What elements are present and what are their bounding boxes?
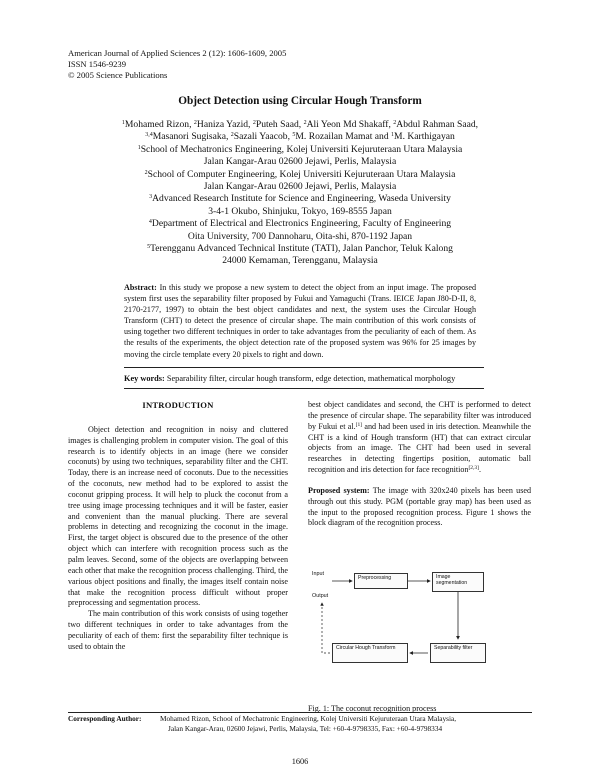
affiliation-1-address: Jalan Kangar-Arau 02600 Jejawi, Perlis, Malaysia [203,156,397,168]
author-name: Haniza Yazid, [196,119,253,130]
author-block [68,119,532,268]
journal-issn: ISSN 1546-9239 [68,59,127,69]
affiliation-text: School of Mechatronics Engineering, Kolej Universiti Kejuruteraan Utara Malaysia [140,143,463,155]
affiliation-2-address: Jalan Kangar-Arau 02600 Jejawi, Perlis, Malaysia [203,181,397,193]
affiliation-sup: 4 [148,219,152,226]
figure-1-diagram [310,561,528,697]
author-line-2 [68,131,532,143]
author-name: M. Karthigayan [394,131,455,143]
journal-header [68,48,286,81]
keywords [124,374,455,383]
affiliation-sup: 5 [147,244,151,251]
author-sup: 2 [393,120,397,126]
abstract-text: In this study we propose a new system to detect the object from an input image. The proposed system first uses the separability filter proposed by Fukui and Yamaguchi (Trans. IEICE Japan J80-D-II, 8, 2170-2177, 1997) to obtain the best object candidates and next, the system uses the Circular Hough Transform (CHT) to detect the presence of circular shape. The main contribution of this work consists of using together two different techniques in order to take advantages from the peculiarity of each of them. As the results of the experiments, the object detection rate of the proposed system was 96% for 25 images by moving the circle template every 20 pixels to right and down. [124,283,476,359]
author-sup: 5 [292,132,296,139]
cht-box: Circular Hough Transform [332,643,408,663]
abstract-divider [124,367,484,368]
intro-paragraph-3 [308,400,531,476]
introduction-heading: INTRODUCTION [142,400,214,410]
abstract [124,282,476,360]
affiliation-text: School of Computer Engineering, Kolej Universiti Kejuruteraan Utara Malaysia [147,168,456,180]
keywords-text: Separability filter, circular hough transform, edge detection, mathematical morphology [166,374,456,383]
affiliation-5-address: 24000 Kemaman, Terengganu, Malaysia [222,255,378,267]
author-sup: 2 [303,120,307,126]
input-label: Input [312,571,324,577]
affiliation-sup: 1 [137,144,141,151]
segmentation-box: Image segmentation [432,572,484,592]
proposed-system-paragraph [308,486,531,529]
affiliation-4 [68,218,532,230]
diagram-arrows [310,561,528,697]
intro-text: and had been used in iris detection. Meanwhile the CHT is a kind of Hough transform (HT) that can extract circular objects from an image. The CHT had been used in several researches in detecting fingertips position, automatic ball recognition and iris detection for face recognition [308,421,531,475]
intro-paragraph-2: The main contribution of this work consists of using together two different techniques in order to take advantages from the peculiarity of each of them: first the separability filter technique is used to obtain the [68,609,288,651]
proposed-system-text: The image with 320x240 pixels has been used through out this study. PGM (portable gray map) has been used as the input to the proposed recognition process. Figure 1 shows the block diagram of the recognition process. [308,485,532,528]
author-name: Puteh Saad, [255,119,304,130]
page-number: 1606 [291,757,309,766]
affiliation-text: Terengganu Advanced Technical Institute (TATI), Jalan Panchor, Teluk Kalong [150,243,453,255]
author-name: Sazali Yaacob, [233,131,293,143]
affiliation-5 [68,243,532,255]
author-sup: 3,4 [145,132,153,139]
author-name: Masanori Sugisaka, [152,131,231,143]
preprocessing-box: Preprocessing [354,573,408,589]
affiliation-sup: 2 [144,169,148,176]
affiliation-text: Advanced Research Institute for Science and Engineering, Waseda University [152,193,451,205]
figure-1-caption: Fig. 1: The coconut recognition process [308,704,437,713]
affiliation-3-address: 3-4-1 Okubo, Shinjuku, Tokyo, 169-8555 Japan [208,205,392,217]
right-column [308,400,531,529]
corresponding-line-1 [68,714,532,724]
author-name: Ali Yeon Md Shakaff, [306,119,394,130]
abstract-label: Abstract: [124,283,157,292]
affiliation-text: Department of Electrical and Electronics Engineering, Faculty of Engineering [151,218,452,230]
intro-paragraph-1: Object detection and recognition in noisy and cluttered images is challenging problem in computer vision. The goal of this research is to identify objects in an image (here we consider coconuts) by using two techniques, separability filter and the CHT. Today, there is an increase need of coconuts. Due to the necessities of the coconuts, new method had to be explored to assist the coconut gripping process. It will help to pluck the coconut from a tree using image processing techniques and it will be faster, easier and convenient than the manual plucking. There are several problems in detecting and recognizing the coconut in the image. First, the target object is obscured due to the presence of the other object which can interfere with recognition process such as the palm leaves. Second, some of the objects are overlapping between each other that make the recognition process challenging. Third, the various object positions and finally, the images itself contain noise that make the recognition process difficult without proper preprocessing and segmentation process. [68,424,288,608]
proposed-system-label: Proposed system: [308,485,370,495]
affiliation-sup: 3 [149,194,153,201]
corresponding-author [68,714,532,734]
corresponding-text: Mohamed Rizon, School of Mechatronic Engineering, Kolej Universiti Kejuruteraan Utara Malaysia, [160,714,457,723]
affiliation-2 [68,169,532,181]
journal-copyright: © 2005 Science Publications [68,70,168,80]
keywords-divider [124,388,484,389]
keywords-label: Key words: [124,374,165,383]
author-name: Abdul Rahman Saad, [396,119,479,130]
author-sup: 1 [121,120,125,126]
footer-divider [68,712,532,713]
affiliation-1 [68,144,532,156]
affiliation-3 [68,193,532,205]
citation-ref: [2,3] [468,465,480,472]
intro-text: . [479,465,482,475]
citation-ref: [1] [355,421,363,428]
author-sup: 2 [193,120,197,126]
author-sup: 1 [391,132,395,139]
author-name: M. Rozailan Mamat and [295,131,392,143]
paper-title: Object Detection using Circular Hough Transform [178,95,422,107]
separability-box: Separability filter [430,643,486,663]
author-name: Mohamed Rizon, [124,119,194,130]
output-label: Output [312,593,329,599]
author-sup: 2 [252,120,256,126]
affiliation-4-address: Oita University, 700 Dannoharu, Oita-shi, 870-1192 Japan [187,230,413,242]
journal-citation: American Journal of Applied Sciences 2 (12): 1606-1609, 2005 [68,48,287,58]
intro-text: best object candidates and second, the CHT is performed to detect the presence of circular shape. The separability filter was introduced by Fukui et al. [308,400,531,431]
corresponding-label: Corresponding Author: [68,714,142,723]
author-sup: 2 [230,132,234,139]
corresponding-line-2: Jalan Kangar-Arau, 02600 Jejawi, Perlis, Malaysia, Tel: +60-4-9798335, Fax: +60-4-9798334 [168,724,443,733]
author-line-1 [68,119,532,131]
left-column [68,400,288,653]
